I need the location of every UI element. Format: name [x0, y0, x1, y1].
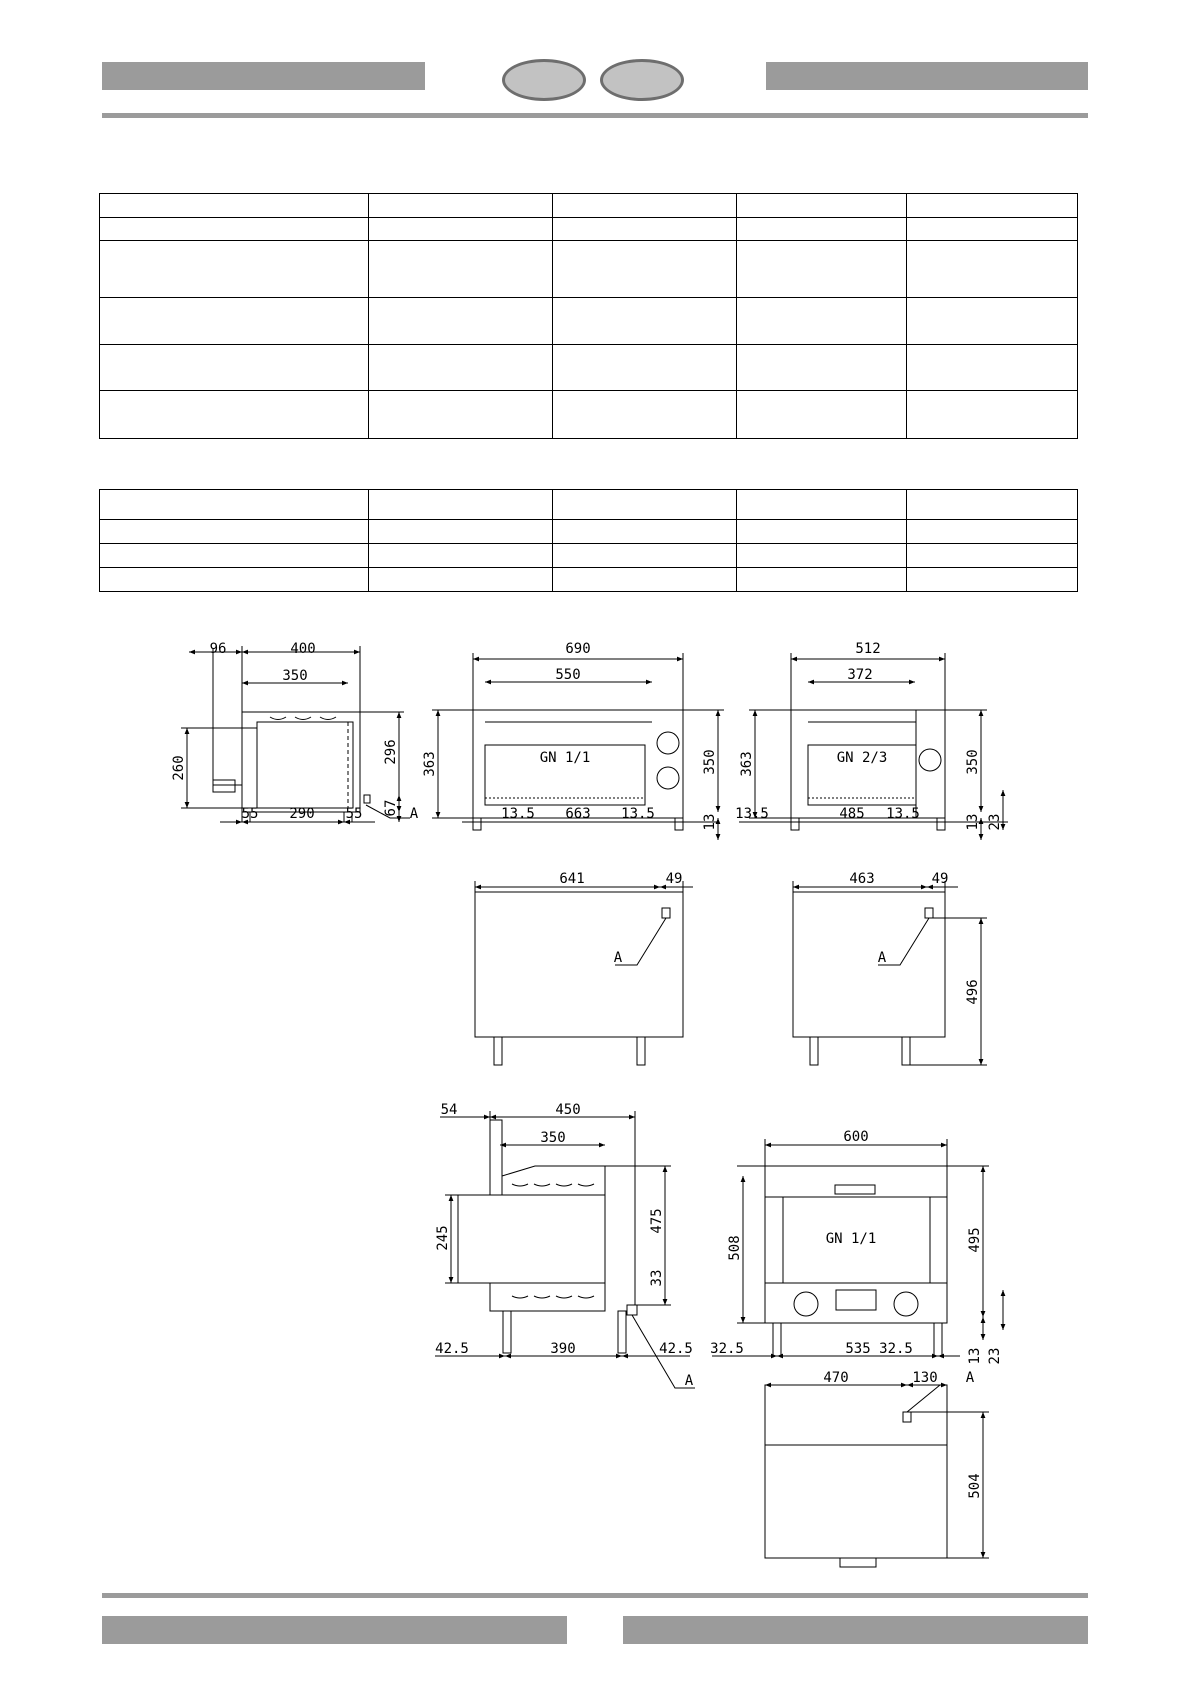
dim-label: 496 — [965, 979, 981, 1005]
dim-label: 508 — [727, 1235, 743, 1261]
dim-label: 350 — [540, 1130, 566, 1146]
dimension-labels — [171, 641, 1003, 1499]
dim-label: 504 — [967, 1473, 983, 1499]
dim-label: 450 — [555, 1102, 581, 1118]
footer-rule — [102, 1593, 1088, 1598]
dim-label: 475 — [649, 1208, 665, 1234]
dim-label: 42.5 — [659, 1341, 693, 1357]
dim-label: A — [613, 950, 623, 966]
dim-label: 54 — [440, 1102, 458, 1118]
front-view-2 — [739, 653, 1008, 840]
dim-label: 296 — [383, 739, 399, 765]
dim-label: 690 — [565, 641, 591, 657]
dim-label: 13.5 — [886, 806, 920, 822]
dim-label: 350 — [965, 749, 981, 775]
dim-label: 512 — [855, 641, 881, 657]
dim-label: 400 — [290, 641, 316, 657]
dim-label: 470 — [823, 1370, 849, 1386]
gn-label: GN 2/3 — [836, 750, 888, 766]
dim-label: 600 — [843, 1129, 869, 1145]
dim-label: 550 — [555, 667, 581, 683]
dim-label: 49 — [665, 871, 683, 887]
dim-label: 463 — [849, 871, 875, 887]
dim-label: 390 — [550, 1341, 576, 1357]
dim-label: 363 — [422, 751, 438, 777]
dim-label: 32.5 — [710, 1341, 744, 1357]
dim-label: 260 — [171, 755, 187, 781]
top-view-2 — [793, 881, 987, 1065]
dim-label: 23 — [987, 1347, 1003, 1365]
dim-label: 372 — [847, 667, 873, 683]
dim-label: 13 — [967, 1347, 983, 1365]
dim-label: 13.5 — [501, 806, 535, 822]
dim-label: 13.5 — [735, 806, 769, 822]
dim-label: 350 — [702, 749, 718, 775]
dim-label: 23 — [987, 813, 1003, 831]
dim-label: 290 — [289, 806, 315, 822]
dim-label: A — [877, 950, 887, 966]
footer-bar-right — [623, 1616, 1088, 1644]
gn-label: GN 1/1 — [539, 750, 591, 766]
dim-label: 13 — [965, 813, 981, 831]
dim-label: 49 — [931, 871, 949, 887]
dim-label: 535 — [845, 1341, 871, 1357]
dim-label: 55 — [241, 806, 259, 822]
footer-bar-left — [102, 1616, 567, 1644]
dim-label: 42.5 — [435, 1341, 469, 1357]
dim-label: A — [965, 1370, 975, 1386]
dim-label: 363 — [739, 751, 755, 777]
dim-label: 13.5 — [621, 806, 655, 822]
dim-label: 485 — [839, 806, 865, 822]
dim-label: 663 — [565, 806, 591, 822]
dim-label: A — [409, 806, 419, 822]
dim-label: 245 — [435, 1225, 451, 1251]
dim-label: A — [684, 1373, 694, 1389]
front-view-3 — [712, 1139, 1003, 1356]
dim-label: 96 — [209, 641, 227, 657]
dim-label: 130 — [912, 1370, 938, 1386]
top-view-1 — [475, 881, 693, 1065]
dim-label: 13 — [702, 813, 718, 831]
gn-label: GN 1/1 — [825, 1231, 877, 1247]
dim-label: 641 — [559, 871, 585, 887]
dim-label: 33 — [649, 1269, 665, 1287]
dim-label: 350 — [282, 668, 308, 684]
dim-label: 32.5 — [879, 1341, 913, 1357]
top-view-3 — [765, 1385, 989, 1567]
dim-label: 67 — [383, 799, 399, 817]
dim-label: 55 — [345, 806, 363, 822]
dim-label: 495 — [967, 1227, 983, 1253]
